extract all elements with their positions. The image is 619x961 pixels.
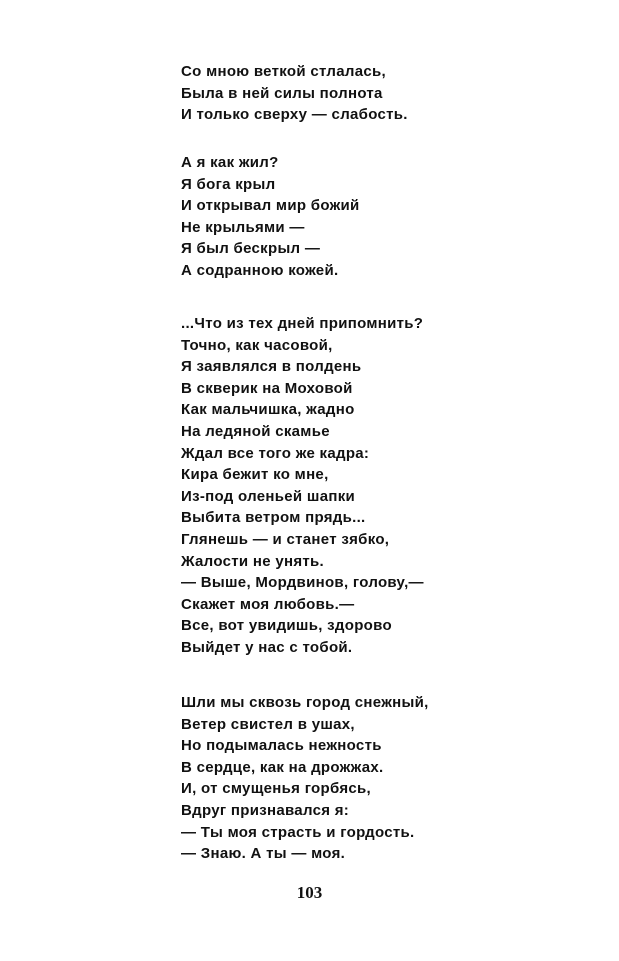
poem-line: Шли мы сквозь город снежный, xyxy=(181,694,429,711)
poem-line: Но подымалась нежность xyxy=(181,737,382,755)
poem-line: Ждал все того же кадра: xyxy=(181,444,370,462)
poem-line: Глянешь — и станет зябко, xyxy=(181,530,390,548)
poem-line: Была в ней силы полнота xyxy=(181,84,383,102)
poem-line: Как мальчишка, жадно xyxy=(181,401,355,419)
poem-line: — Выше, Мордвинов, голову,— xyxy=(181,574,424,592)
poem-line: Выйдет у нас с тобой. xyxy=(181,638,353,656)
poem-line: Я был бескрыл — xyxy=(181,240,321,258)
poem-line: На ледяной скамье xyxy=(181,422,330,440)
poem-line: Жалости не унять. xyxy=(181,552,325,570)
poem-line: Ветер свистел в ушах, xyxy=(181,715,355,733)
poem-line: Я бога крыл xyxy=(181,175,276,193)
poem-line: Скажет моя любовь.— xyxy=(181,595,355,613)
poem-line: Вдруг признавался я: xyxy=(181,801,350,819)
page-number: 103 xyxy=(296,883,323,902)
poem-line: Из-под оленьей шапки xyxy=(181,487,356,505)
stanza-4 xyxy=(181,692,429,865)
stanza-2 xyxy=(181,152,360,282)
stanza-1 xyxy=(181,61,408,126)
poem-line: — Ты моя страсть и гордость. xyxy=(181,823,415,841)
poem-line: И открывал мир божий xyxy=(181,197,360,215)
poem-line: И только сверху — слабость. xyxy=(181,106,408,124)
poem-line: Не крыльями — xyxy=(181,218,305,236)
poem-line: Кира бежит ко мне, xyxy=(181,466,329,484)
poem-line: — Знаю. А ты — моя. xyxy=(181,845,346,863)
poem-line: В сердце, как на дрожжах. xyxy=(181,758,384,776)
poem-line: Выбита ветром прядь... xyxy=(181,509,366,527)
poem-line: Со мною веткой стлалась, xyxy=(181,63,386,80)
poem-line: Точно, как часовой, xyxy=(181,336,333,354)
poem-line: А я как жил? xyxy=(181,154,279,171)
poem-line: Я заявлялся в полдень xyxy=(181,358,362,376)
stanza-3 xyxy=(181,313,424,659)
poem-line: В скверик на Моховой xyxy=(181,379,353,397)
poem-line: ...Что из тех дней припомнить? xyxy=(181,315,424,332)
poem-line: И, от смущенья горбясь, xyxy=(181,780,372,798)
poem-line: Все, вот увидишь, здорово xyxy=(181,617,392,635)
poem-line: А содранною кожей. xyxy=(181,261,339,279)
